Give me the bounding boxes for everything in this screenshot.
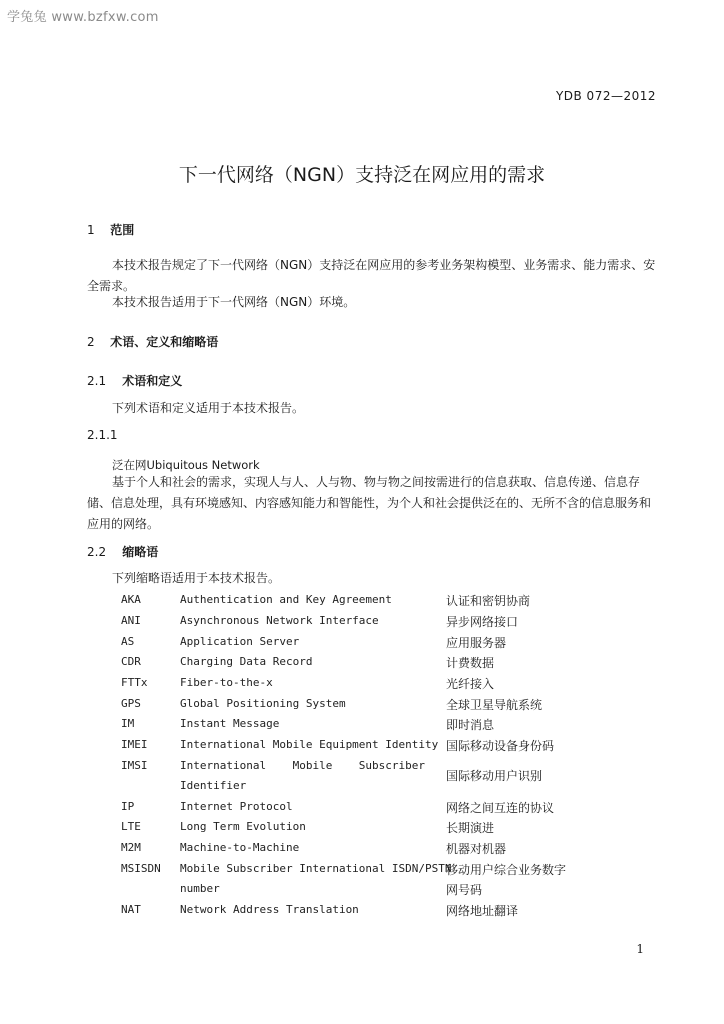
definitions-intro: 下列术语和定义适用于本技术报告。 [112, 401, 305, 415]
section-title: 术语、定义和缩略语 [110, 335, 219, 349]
abbreviation-code: NAT [121, 903, 141, 916]
section-number: 2 [87, 335, 95, 349]
abbreviation-chinese: 全球卫星导航系统 [446, 698, 543, 712]
abbreviation-chinese: 即时消息 [446, 718, 495, 732]
abbreviation-chinese: 网络之间互连的协议 [446, 801, 555, 815]
abbreviation-english-cont: Identifier [180, 779, 247, 792]
section-number: 2.2 [87, 545, 107, 559]
section-number: 2.1 [87, 374, 107, 388]
section-title: 范围 [110, 223, 135, 237]
abbreviation-chinese: 长期演进 [446, 821, 495, 835]
abbreviation-chinese: 应用服务器 [446, 636, 507, 650]
abbreviation-code: CDR [121, 655, 141, 668]
abbreviation-chinese: 机器对机器 [446, 842, 507, 856]
abbreviation-chinese: 计费数据 [446, 656, 495, 670]
abbreviation-chinese: 网络地址翻译 [446, 904, 519, 918]
abbreviation-english: International Mobile Subscriber [180, 759, 426, 772]
abbreviation-english: Internet Protocol [180, 800, 293, 813]
abbreviation-code: AS [121, 635, 135, 648]
abbreviation-code: ANI [121, 614, 141, 627]
abbreviation-english: Machine-to-Machine [180, 841, 300, 854]
abbreviation-english: Instant Message [180, 717, 280, 730]
abbreviation-code: LTE [121, 820, 141, 833]
abbreviation-english: Application Server [180, 635, 300, 648]
watermark: 学兔兔 www.bzfxw.com [7, 10, 159, 25]
abbreviations-intro: 下列缩略语适用于本技术报告。 [112, 571, 281, 585]
abbreviation-code: IMSI [121, 759, 148, 772]
abbreviation-english: Authentication and Key Agreement [180, 593, 392, 606]
abbreviation-english: Asynchronous Network Interface [180, 614, 379, 627]
abbreviation-code: IM [121, 717, 135, 730]
term-definition: 基于个人和社会的需求，实现人与人、人与物、物与物之间按需进行的信息获取、信息传递、信息存储、信息处理，具有环境感知、内容感知能力和智能性，为个人和社会提供泛在的、无所不含的信息服务和应用的网络。 [87, 475, 652, 531]
abbreviation-chinese: 光纤接入 [446, 677, 495, 691]
abbreviation-english: Mobile Subscriber International ISDN/PSTN [180, 862, 452, 875]
abbreviation-chinese: 国际移动用户识别 [446, 769, 543, 783]
abbreviation-english: Charging Data Record [180, 655, 313, 668]
abbreviation-code: M2M [121, 841, 141, 854]
abbreviation-code: FTTx [121, 676, 148, 689]
section-1-heading [87, 221, 134, 238]
abbreviation-code: GPS [121, 697, 141, 710]
section-2-heading [87, 333, 218, 350]
document-id: YDB 072—2012 [555, 89, 656, 103]
abbreviation-english: International Mobile Equipment Identity [180, 738, 439, 751]
term-english: Ubiquitous Network [146, 458, 260, 472]
section-number: 2.1.1 [87, 428, 118, 442]
abbreviation-chinese: 国际移动设备身份码 [446, 739, 555, 753]
abbreviation-chinese: 异步网络接口 [446, 615, 519, 629]
abbreviation-chinese-cont: 网号码 [446, 883, 483, 897]
section-title: 缩略语 [122, 545, 159, 559]
term-chinese: 泛在网 [112, 458, 147, 472]
abbreviation-english-cont: number [180, 882, 220, 895]
scope-paragraph-2: 本技术报告适用于下一代网络（NGN）环境。 [112, 295, 356, 309]
abbreviation-english: Long Term Evolution [180, 820, 306, 833]
abbreviation-english: Fiber-to-the-x [180, 676, 273, 689]
term-entry [112, 457, 260, 473]
section-2-1-1-heading [87, 428, 118, 442]
section-2-2-heading [87, 543, 158, 560]
abbreviation-code: AKA [121, 593, 141, 606]
abbreviation-chinese: 移动用户综合业务数字 [446, 863, 567, 877]
scope-paragraph-1: 本技术报告规定了下一代网络（NGN）支持泛在网应用的参考业务架构模型、业务需求、能力需求、安全需求。 [87, 258, 656, 293]
page-number: 1 [636, 942, 644, 956]
abbreviation-code: IMEI [121, 738, 148, 751]
abbreviation-english: Global Positioning System [180, 697, 346, 710]
section-title: 术语和定义 [122, 374, 183, 388]
document-title: 下一代网络（NGN）支持泛在网应用的需求 [178, 164, 546, 186]
section-2-1-heading [87, 372, 182, 389]
abbreviation-english: Network Address Translation [180, 903, 359, 916]
abbreviation-chinese: 认证和密钥协商 [446, 594, 531, 608]
section-number: 1 [87, 223, 95, 237]
abbreviation-code: IP [121, 800, 135, 813]
abbreviation-code: MSISDN [121, 862, 161, 875]
